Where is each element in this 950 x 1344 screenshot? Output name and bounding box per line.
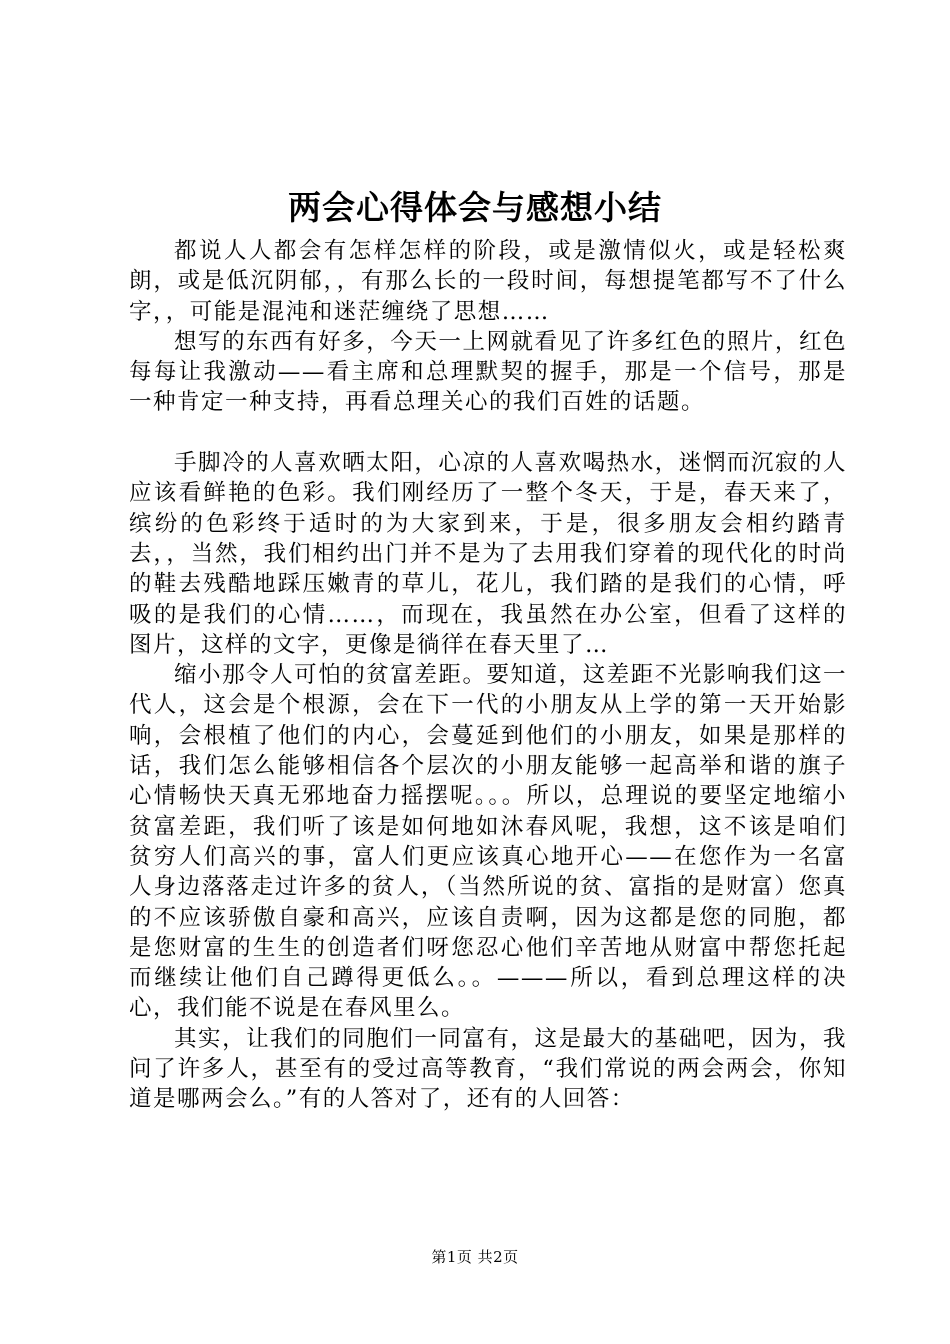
document-title: 两会心得体会与感想小结 [288,188,662,227]
paragraph-2: 想写的东西有好多，今天一上网就看见了许多红色的照片，红色每每让我激动——看主席和总理默契的握手，那是一个信号，那是一种肯定一种支持，再看总理关心的我们百姓的话题。 [129,328,847,416]
paragraph-4: 缩小那令人可怕的贫富差距。要知道，这差距不光影响我们这一代人，这会是个根源，会在下一代的小朋友从上学的第一天开始影响，会根植了他们的内心，会蔓延到他们的小朋友，如果是那样的话，我们怎么能够相信各个层次的小朋友能够一起高举和谐的旗子心情畅快天真无邪地奋力摇摆呢。。。所以，总理说的要坚定地缩小贫富差距，我们听了该是如何地如沐春风呢，我想，这不该是咱们贫穷人们高兴的事，富人们更应该真心地开心——在您作为一名富人身边落落走过许多的贫人，（当然所说的贫、富指的是财富）您真的不应该骄傲自豪和高兴，应该自责啊，因为这都是您的同胞，都是您财富的生生的创造者们呀您忍心他们辛苦地从财富中帮您托起而继续让他们自己蹲得更低么。。———所以，看到总理这样的决心，我们能不说是在春风里么。 [129,662,847,1022]
paragraph-5: 其实，让我们的同胞们一同富有，这是最大的基础吧，因为，我问了许多人，甚至有的受过高等教育，“我们常说的两会两会，你知道是哪两会么。”有的人答对了，还有的人回答： [129,1025,847,1113]
page-footer: 第1页 共2页 [431,1248,519,1266]
paragraph-1: 都说人人都会有怎样怎样的阶段，或是激情似火，或是轻松爽朗，或是低沉阴郁，，有那么长的一段时间，每想提笔都写不了什么字，，可能是混沌和迷茫缠绕了思想…… [129,238,847,325]
paragraph-spacer [129,418,847,448]
document-body [129,236,847,1115]
paragraph-3: 手脚冷的人喜欢晒太阳，心凉的人喜欢喝热水，迷惘而沉寂的人应该看鲜艳的色彩。我们刚经历了一整个冬天，于是，春天来了，缤纷的色彩终于适时的为大家到来，于是，很多朋友会相约踏青去，，当然，我们相约出门并不是为了去用我们穿着的现代化的时尚的鞋去残酷地踩压嫩青的草儿，花儿，我们踏的是我们的心情，呼吸的是我们的心情……，而现在，我虽然在办公室，但看了这样的图片，这样的文字，更像是徜徉在春天里了… [129,450,847,658]
